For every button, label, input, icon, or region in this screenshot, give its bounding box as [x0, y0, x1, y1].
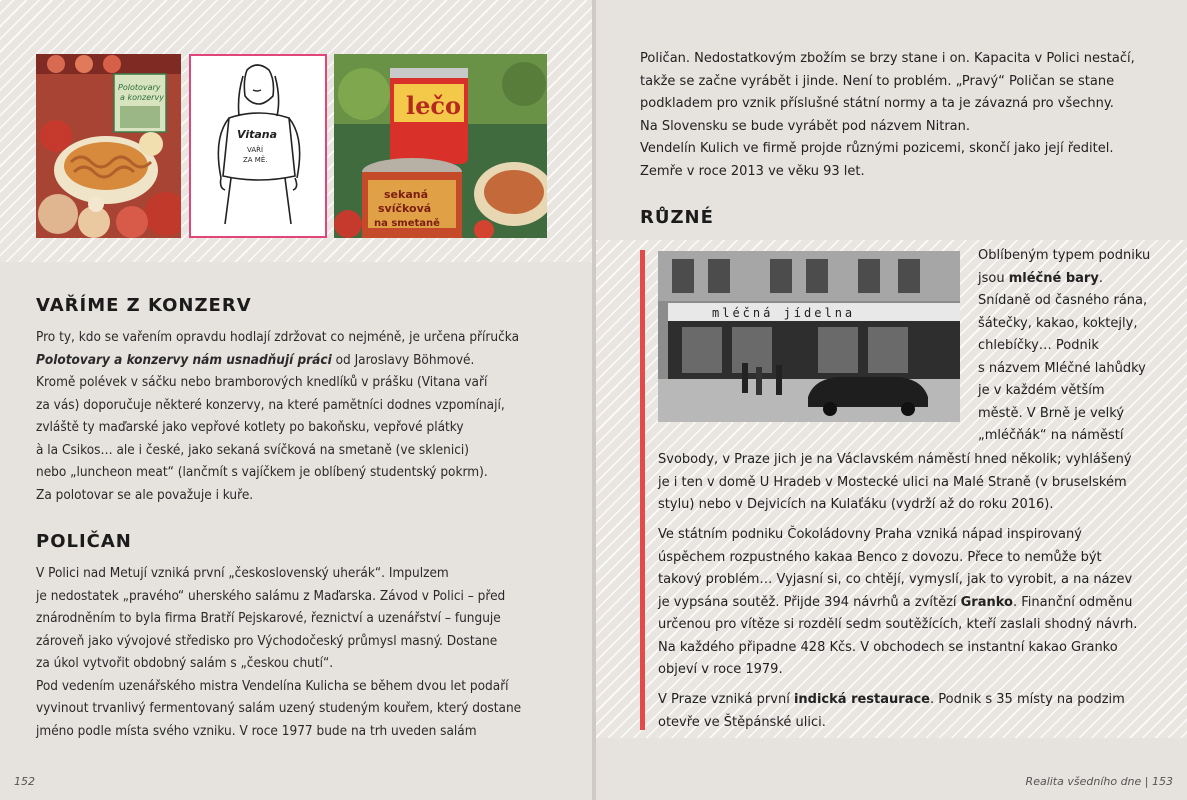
side-line: s názvem Mléčné lahůdky	[978, 360, 1146, 376]
sidebar-accent-bar	[640, 250, 645, 730]
polican-line: zároveň jako vývojové středisko pro Východočeský průmysl masný. Dostane	[36, 632, 498, 649]
para3-line-part: V Praze vzniká první	[658, 692, 794, 707]
canned-food-photo	[334, 54, 547, 238]
para2-line: úspěchem rozpustného kakaa Benco z dovozu. Přece to nemůže být	[658, 549, 1102, 565]
left-page	[0, 0, 592, 800]
page-number-left: 152	[14, 775, 35, 788]
para1-line: Svobody, v Praze jich je na Václavském náměstí hned několik; vyhlášený	[658, 452, 1132, 467]
konzervy-line-tail: od Jaroslavy Böhmové.	[331, 351, 475, 368]
side-line: Oblíbeným typem podniku	[978, 248, 1151, 263]
heading-ruzne: RŮZNÉ	[640, 207, 714, 228]
polican-line: znárodněním to byla firma Bratří Pejskarové, řeznictví a uzenářství – funguje	[36, 610, 501, 626]
page-number-right: Realita všedního dne | 153	[1025, 775, 1173, 788]
milk-bar-photo	[658, 251, 960, 422]
para2-line: objeví v roce 1979.	[658, 662, 783, 677]
para2-line: určenou pro vítěze si rozdělí sedm soutěžících, kteří zaslali shodný návrh.	[658, 617, 1138, 632]
indicka-restaurace-text	[658, 689, 1125, 734]
book-title-emphasis: Polotovary a konzervy nám usnadňují práci	[36, 351, 332, 368]
side-line: „mléčňák“ na náměstí	[978, 428, 1124, 443]
konzervy-line: za vás) doporučuje některé konzervy, na které pamětníci dodnes vzpomínají,	[36, 396, 505, 413]
konzervy-line: Kromě polévek v sáčku nebo bramborových knedlíků v prášku (Vitana vaří	[36, 374, 488, 390]
indicka-emphasis: indická restaurace	[793, 692, 930, 707]
side-line: chlebíčky… Podnik	[978, 338, 1099, 353]
para1-line: je i ten v domě U Hradeb v Mostecké ulici na Malé Straně (v bruselském	[658, 474, 1127, 490]
para2-line-part: . Finanční odměnu	[1012, 594, 1133, 610]
polican-line: za úkol vytvořit obdobný salám s „českou chutí“.	[36, 655, 334, 671]
konzervy-line: nebo „luncheon meat“ (lančmít s vajíčkem je oblíbený studentský pokrm).	[36, 464, 488, 480]
konzervy-line: zvláště ty maďarské jako vepřové kotlety po bakoňsku, vepřové plátky	[36, 419, 464, 435]
polican-cont-line: podkladem pro vznik příslušné státní normy a ta je závazná pro všechny.	[640, 96, 1114, 111]
konzervy-text	[36, 326, 576, 506]
mlecne-bary-text	[658, 449, 1132, 517]
side-line: městě. V Brně je velký	[978, 405, 1125, 421]
book-cover-photo	[36, 54, 181, 238]
polican-line: je nedostatek „pravého“ uherského salámu z Maďarska. Závod v Polici – před	[36, 587, 506, 604]
polican-cont-line: takže se začne vyrábět i jinde. Není to problém. „Pravý“ Poličan se stane	[640, 73, 1115, 89]
side-line: je v každém větším	[978, 383, 1105, 398]
para2-line: Na každého připadne 428 Kčs. V obchodech se instantní kakao Granko	[658, 639, 1118, 655]
side-line: Snídaně od časného rána,	[978, 293, 1148, 308]
drawing-shirt-brand: Vitana	[237, 128, 278, 141]
milk-bar-sign: mléčná jídelna	[712, 306, 856, 320]
polican-cont-line: Zemře v roce 2013 ve věku 93 let.	[640, 163, 865, 179]
para1-line: stylu) nebo v Dejvicích na Kulaťáku (vydrží až do roku 2016).	[658, 497, 1054, 512]
polican-line: jméno podle místa svého vzniku. V roce 1977 bude na trh uveden salám	[36, 722, 477, 739]
polican-text	[36, 562, 576, 742]
konzervy-line	[36, 349, 576, 372]
leco-label: lečo	[406, 91, 462, 120]
para3-line	[658, 689, 1125, 712]
side-line-part: jsou	[978, 270, 1009, 286]
mlecne-bary-emphasis: mléčné bary	[1008, 270, 1099, 286]
polican-cont-line: Na Slovensku se bude vyrábět pod názvem Nitran.	[640, 118, 971, 134]
side-line: šátečky, kakao, koktejly,	[978, 315, 1138, 331]
konzervy-line: Pro ty, kdo se vařením opravdu hodlají zdržovat co nejméně, je určena příručka	[36, 329, 520, 345]
polican-continuation	[640, 48, 1135, 183]
jar-label-1: sekaná	[384, 188, 428, 201]
para2-line	[658, 592, 1137, 615]
para3-line-part: . Podnik s 35 místy na podzim	[930, 692, 1125, 707]
granko-text	[658, 524, 1137, 682]
right-bottom-area	[596, 738, 1187, 800]
side-line	[978, 268, 1150, 291]
cover-title-line2: a konzervy	[120, 93, 164, 102]
para2-line: Ve státním podniku Čokoládovny Praha vzniká nápad inspirovaný	[658, 527, 1082, 542]
jar-label-3: na smetaně	[374, 218, 440, 229]
para2-line-part: je vypsána soutěž. Přijde 394 návrhů a zvítězí	[658, 594, 961, 610]
konzervy-line: à la Csikos… ale i české, jako sekaná svíčková na smetaně (ve sklenici)	[36, 441, 469, 458]
polican-cont-line: Poličan. Nedostatkovým zbožím se brzy stane i on. Kapacita v Polici nestačí,	[640, 51, 1135, 66]
jar-label-2: svíčková	[378, 202, 432, 215]
drawing-shirt-line3: ZA MĚ.	[243, 156, 268, 164]
para2-line: takový problém… Vyjasní si, co chtějí, vymyslí, jak to vyrobit, a na název	[658, 572, 1133, 587]
polican-cont-line: Vendelín Kulich ve firmě projde různými pozicemi, skončí jako její ředitel.	[640, 141, 1114, 156]
cover-title-line1: Polotovary	[118, 83, 161, 92]
mlecne-bary-side-text	[978, 245, 1150, 448]
polican-line: Pod vedením uzenářského mistra Vendelína Kulicha se během dvou let podaří	[36, 677, 509, 694]
konzervy-line: Za polotovar se ale považuje i kuře.	[36, 486, 254, 503]
granko-emphasis: Granko	[960, 594, 1013, 610]
side-line-part: .	[1098, 270, 1103, 286]
polican-line: vyvinout trvanlivý fermentovaný salám uzený studeným kouřem, který dostane	[36, 700, 522, 716]
polican-line: V Polici nad Metují vzniká první „československý uherák“. Impulzem	[36, 565, 449, 581]
heading-polican: POLIČAN	[36, 531, 132, 552]
drawing-shirt-line2: VAŘÍ	[247, 146, 264, 154]
drawing-illustration	[189, 54, 327, 238]
heading-konzervy: VAŘÍME Z KONZERV	[36, 295, 252, 316]
para3-line: otevře ve Štěpánské ulici.	[658, 714, 826, 730]
